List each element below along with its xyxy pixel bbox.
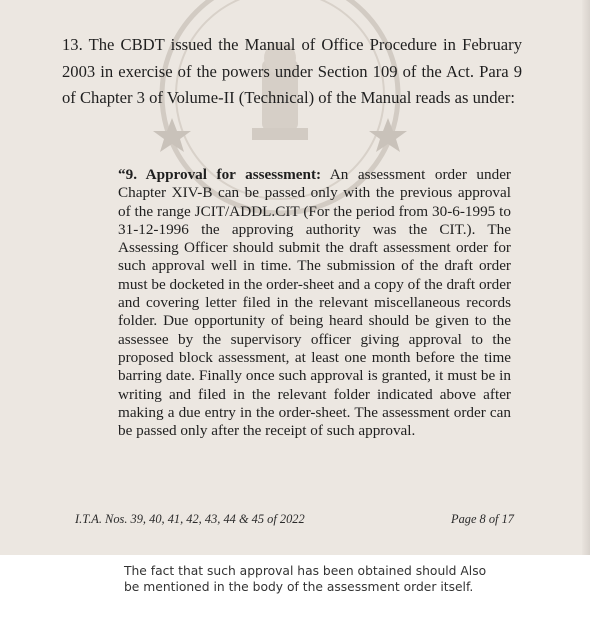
page-number: Page 8 of 17 (451, 512, 514, 526)
caption-text: The fact that such approval has been obtained should Also be mentioned in the body of the assessment order itself. (124, 564, 487, 594)
manual-quote (118, 166, 511, 440)
quote-body: An assessment order under Chapter XIV-B can be passed only with the previous approval of the range JCIT/ADDL.CIT (For the period from 30-6-1995 to 31-12-1996 the approving authority was the CIT.). The Assessing Officer should submit the draft assessment order for such approval well in time. The submission of the draft order must be docketed in the order-sheet and a copy of the draft order and covering letter filed in the relevant miscellaneous records folder. Due opportunity of being heard should be given to the assessee by the supervisory officer giving approval to the proposed block assessment, at least one month before the time barring date. Finally once such approval is granted, it must be in writing and filed in the relevant folder indicated above after making a due entry in the order-sheet. The assessment order can be passed only after the receipt of such approval. (118, 166, 511, 440)
quote-heading: “9. Approval for assessment: (118, 166, 322, 183)
scan-edge (582, 0, 590, 555)
case-number: I.T.A. Nos. 39, 40, 41, 42, 43, 44 & 45 of 2022 (75, 512, 305, 526)
paragraph-13: 13. The CBDT issued the Manual of Office Procedure in February 2003 in exercise of the powers under Section 109 of the Act. Para 9 of Chapter 3 of Volume-II (Technical) of the Manual reads as under: (62, 35, 522, 107)
